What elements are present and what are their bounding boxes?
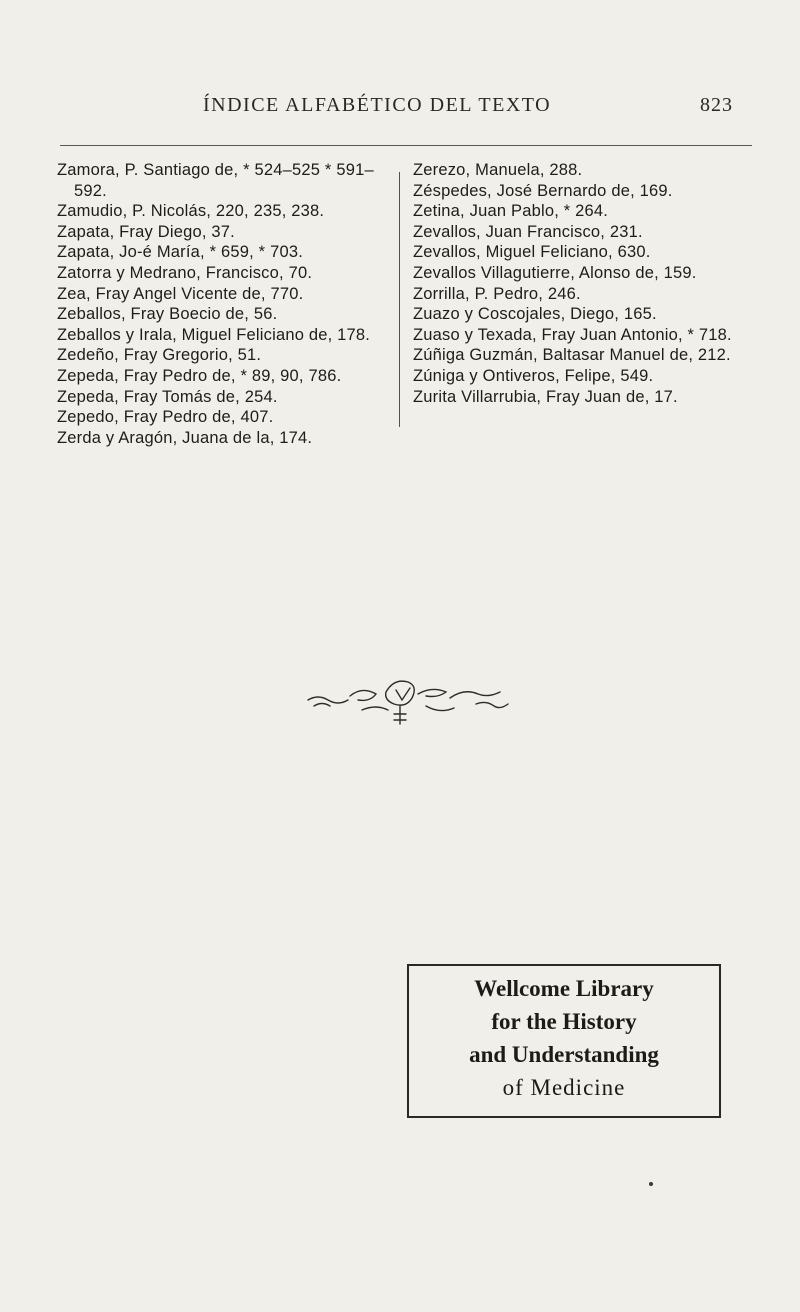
index-entry: Zúñiga Guzmán, Baltasar Manuel de, 212. <box>413 346 731 365</box>
index-entry: Zevallos, Miguel Feliciano, 630. <box>413 243 651 262</box>
header-rule <box>60 145 752 146</box>
index-entry: Zerezo, Manuela, 288. <box>413 161 583 179</box>
ink-speck <box>649 1182 653 1186</box>
library-stamp <box>407 964 721 1118</box>
index-entry: Zuazo y Coscojales, Diego, 165. <box>413 305 657 324</box>
index-entry: Zamora, P. Santiago de, * 524–525 * 591–592. <box>57 161 374 200</box>
running-header <box>0 94 800 124</box>
index-entry: Zerda y Aragón, Juana de la, 174. <box>57 428 313 447</box>
index-entry: Zorrilla, P. Pedro, 246. <box>413 284 581 303</box>
index-entry: Zamudio, P. Nicolás, 220, 235, 238. <box>57 202 325 221</box>
decorative-ornament <box>300 670 520 730</box>
index-entry: Zetina, Juan Pablo, * 264. <box>413 202 609 221</box>
index-entry: Zeballos y Irala, Miguel Feliciano de, 178. <box>57 325 371 344</box>
header-title: ÍNDICE ALFABÉTICO DEL TEXTO <box>203 94 552 116</box>
index-entry: Zea, Fray Angel Vicente de, 770. <box>57 284 304 303</box>
column-divider <box>399 172 400 427</box>
index-entry: Zedeño, Fray Gregorio, 51. <box>57 346 262 365</box>
index-column-left <box>57 160 397 448</box>
index-entry: Zepeda, Fray Pedro de, * 89, 90, 786. <box>57 366 342 385</box>
stamp-line: of Medicine <box>502 1075 626 1100</box>
index-entry: Zevallos, Juan Francisco, 231. <box>413 222 643 241</box>
index-entry: Zatorra y Medrano, Francisco, 70. <box>57 263 313 282</box>
index-entry: Zevallos Villagutierre, Alonso de, 159. <box>413 263 697 282</box>
index-entry: Zurita Villarrubia, Fray Juan de, 17. <box>413 387 678 406</box>
index-column-right <box>413 160 758 407</box>
index-entry: Zapata, Jo-é María, * 659, * 703. <box>57 243 303 262</box>
stamp-line: for the History <box>491 1009 637 1034</box>
index-entry: Zeballos, Fray Boecio de, 56. <box>57 305 278 324</box>
page-number: 823 <box>700 94 733 116</box>
index-entry: Zúniga y Ontiveros, Felipe, 549. <box>413 366 654 385</box>
index-entry: Zapata, Fray Diego, 37. <box>57 222 235 241</box>
index-entry: Zepedo, Fray Pedro de, 407. <box>57 408 274 427</box>
index-entry: Zuaso y Texada, Fray Juan Antonio, * 718. <box>413 325 732 344</box>
stamp-line: Wellcome Library <box>474 976 654 1001</box>
index-entry: Zepeda, Fray Tomás de, 254. <box>57 387 278 406</box>
index-entry: Zéspedes, José Bernardo de, 169. <box>413 181 673 200</box>
stamp-line: and Understanding <box>469 1042 659 1067</box>
